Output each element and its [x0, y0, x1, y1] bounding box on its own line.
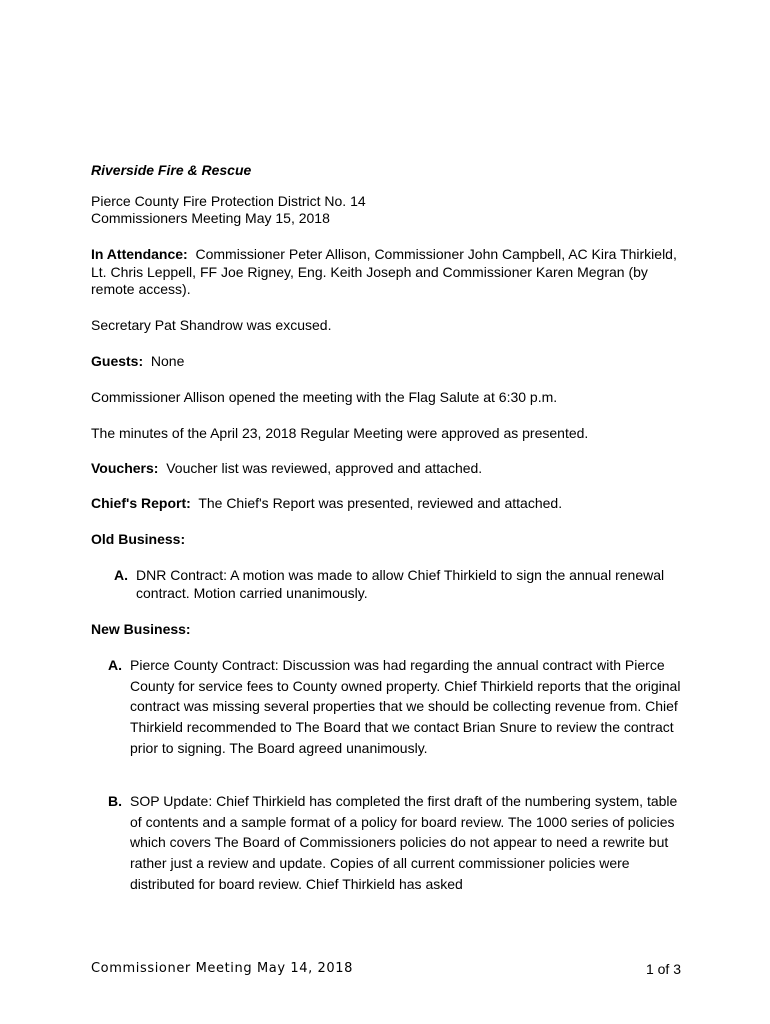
guests-paragraph — [91, 353, 691, 371]
chiefs-report-label: Chief's Report: — [91, 495, 191, 511]
attendance-text: Commissioner Peter Allison, Commissioner John Campbell, AC Kira Thirkield, Lt. Chris Leppell, FF Joe Rigney, Eng. Keith Joseph and Commissioner Karen Megran (by remote access). — [91, 246, 677, 297]
footer-meeting-label: Commissioner Meeting May 14, 2018 — [91, 961, 354, 976]
meeting-title: Commissioners Meeting May 15, 2018 — [91, 210, 330, 226]
list-marker: A. — [108, 657, 122, 673]
excused-paragraph: Secretary Pat Shandrow was excused. — [91, 317, 332, 333]
vouchers-label: Vouchers: — [91, 460, 159, 476]
vouchers-text: Voucher list was reviewed, approved and attached. — [166, 460, 483, 476]
chiefs-report-paragraph — [91, 495, 691, 513]
new-business-heading: New Business: — [91, 621, 191, 637]
list-marker: B. — [108, 793, 122, 809]
opening-paragraph: Commissioner Allison opened the meeting with the Flag Salute at 6:30 p.m. — [91, 389, 558, 405]
guests-text: None — [150, 353, 185, 369]
organization-title: Riverside Fire & Rescue — [91, 162, 252, 178]
district-name: Pierce County Fire Protection District No. 14 — [91, 193, 366, 209]
list-item-text: SOP Update: Chief Thirkield has completed the first draft of the numbering system, table of contents and a sample format of a policy for board review. The 1000 series of policies which covers The Board of Commissioners policies do not appear to need a rewrite but rather just a review and update. Copies of all current commissioner policies were distributed for board review. Chief Thirkield has asked — [130, 793, 678, 892]
attendance-paragraph — [91, 246, 691, 299]
vouchers-paragraph — [91, 460, 691, 478]
guests-label: Guests: — [91, 353, 144, 369]
list-marker: A. — [114, 567, 128, 583]
page-number: 1 of 3 — [645, 961, 681, 977]
attendance-label: In Attendance: — [91, 246, 188, 262]
list-item-text: DNR Contract: A motion was made to allow Chief Thirkield to sign the annual renewal contract. Motion carried unanimously. — [136, 567, 665, 601]
old-business-heading: Old Business: — [91, 531, 186, 547]
chiefs-report-text: The Chief's Report was presented, reviewed and attached. — [198, 495, 563, 511]
list-item-text: Pierce County Contract: Discussion was had regarding the annual contract with Pierce County for service fees to County owned property. Chief Thirkield reports that the original contract was missing several properties that we should be collecting revenue from. Chief Thirkield recommended to The Board that we contact Brian Snure to review the contract prior to signing. The Board agreed unanimously. — [130, 657, 681, 756]
minutes-paragraph: The minutes of the April 23, 2018 Regular Meeting were approved as presented. — [91, 425, 589, 441]
